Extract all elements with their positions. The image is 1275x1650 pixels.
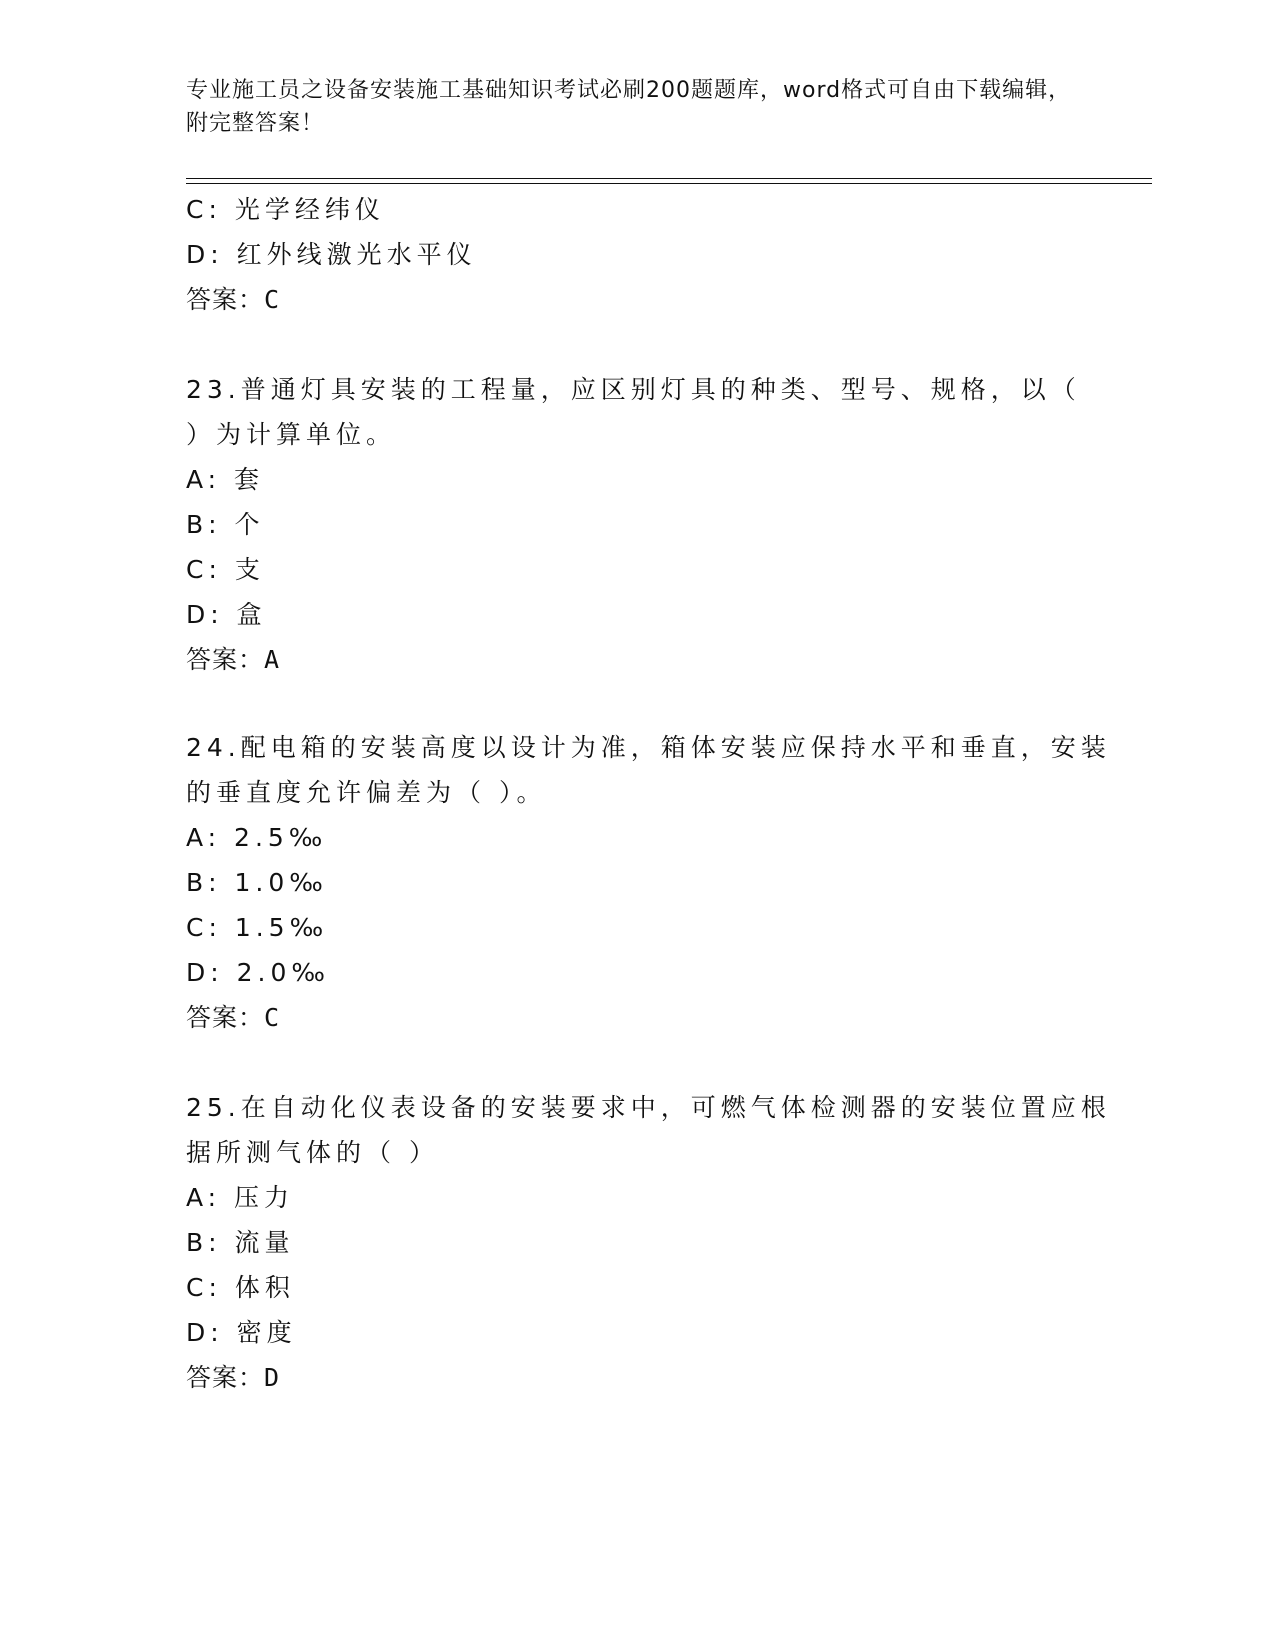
answer-line: 答案：D [186, 1363, 281, 1392]
option-b: B: 1.0‰ [186, 868, 328, 897]
option-c: C: 支 [186, 555, 265, 584]
question-stem-line: 据所测气体的（ ） [186, 1138, 439, 1167]
question-stem-line: 的垂直度允许偏差为（ ）。 [186, 778, 547, 807]
answer-line: 答案：A [186, 645, 281, 674]
option-a: A: 2.5‰ [186, 823, 328, 852]
option-b: B: 个 [186, 510, 265, 539]
option-b: B: 流量 [186, 1228, 295, 1257]
document-header: 专业施工员之设备安装施工基础知识考试必刷200题题库，word格式可自由下载编辑，附完整答案！ [186, 78, 1072, 136]
question-stem-line: 23.普通灯具安装的工程量，应区别灯具的种类、型号、规格，以（ [186, 375, 1081, 404]
answer-line: 答案：C [186, 1003, 281, 1032]
option-a: A: 压力 [186, 1183, 295, 1212]
option-d: D: 盒 [186, 600, 267, 629]
question-stem-line: ）为计算单位。 [186, 420, 397, 449]
option-a: A: 套 [186, 465, 265, 494]
option-d: D: 密度 [186, 1318, 297, 1347]
answer-line: 答案：C [186, 285, 281, 314]
option-c: C: 体积 [186, 1273, 295, 1302]
option-d: D: 红外线激光水平仪 [186, 240, 477, 269]
option-c: C: 光学经纬仪 [186, 195, 385, 224]
question-stem-line: 25.在自动化仪表设备的安装要求中，可燃气体检测器的安装位置应根 [186, 1093, 1111, 1122]
option-c: C: 1.5‰ [186, 913, 329, 942]
option-d: D: 2.0‰ [186, 958, 330, 987]
header-divider-top [186, 178, 1152, 179]
header-divider-bottom [186, 183, 1152, 184]
question-stem-line: 24.配电箱的安装高度以设计为准，箱体安装应保持水平和垂直，安装 [186, 733, 1111, 762]
